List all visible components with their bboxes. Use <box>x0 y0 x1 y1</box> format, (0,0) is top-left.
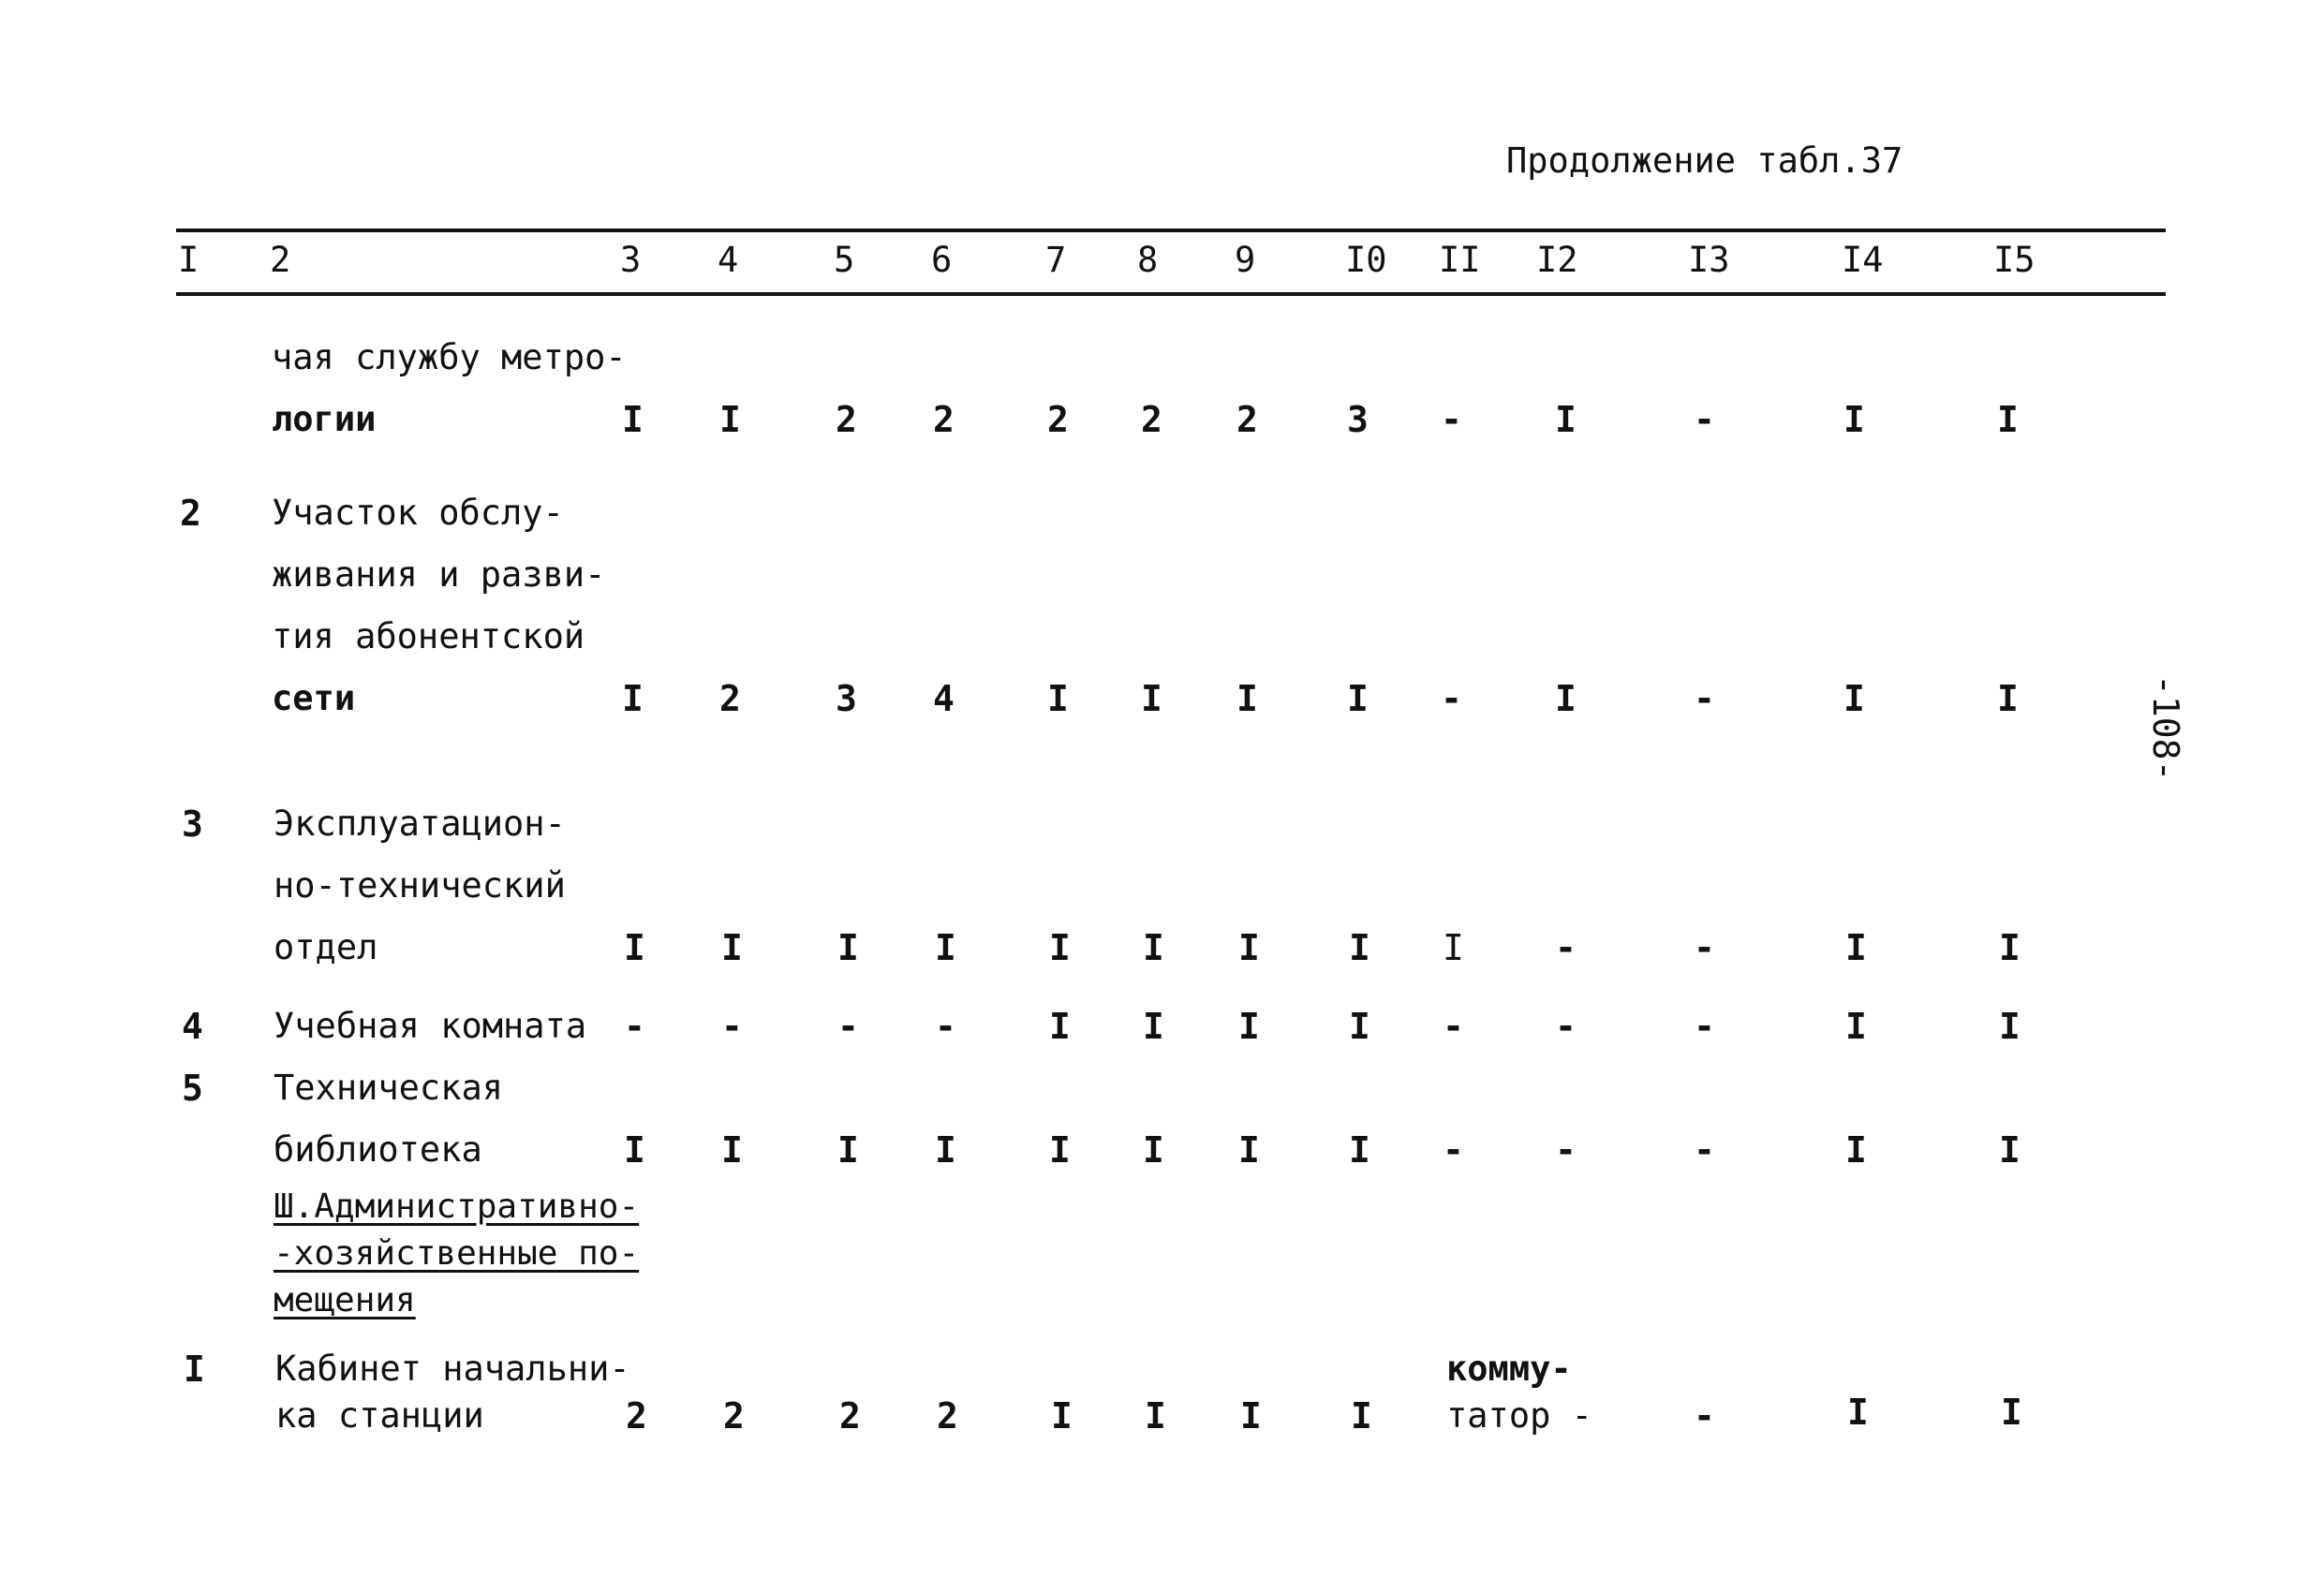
row3-col3: I <box>624 927 645 968</box>
row2-col15: I <box>1997 678 2019 719</box>
row1-col5: 2 <box>836 399 857 440</box>
row2-col3: I <box>622 678 644 719</box>
row6-col11-line1: комму- <box>1446 1349 1572 1389</box>
row6-name-line1: Кабинет начальни- <box>275 1349 630 1389</box>
row3-col12: - <box>1555 927 1576 968</box>
row4-col15: I <box>1999 1006 2021 1047</box>
row5-col8: I <box>1143 1129 1164 1171</box>
row5-col10: I <box>1349 1129 1370 1171</box>
row5-col12: - <box>1555 1129 1576 1171</box>
row6-col5: 2 <box>839 1395 861 1437</box>
col-header-3: 3 <box>620 240 642 280</box>
row5-col9: I <box>1238 1129 1260 1171</box>
row3-col4: I <box>721 927 743 968</box>
row4-col5: - <box>837 1006 859 1047</box>
row2-name-line1: Участок обслу- <box>272 493 564 533</box>
row6-col9: I <box>1240 1395 1262 1437</box>
row5-col15: I <box>1999 1129 2021 1171</box>
row1-col10: 3 <box>1347 399 1369 440</box>
row3-col7: I <box>1049 927 1071 968</box>
row4-col13: - <box>1694 1006 1715 1047</box>
row6-col11-line2: татор - <box>1446 1395 1592 1436</box>
col-header-2: 2 <box>270 240 291 280</box>
row1-col7: 2 <box>1047 399 1069 440</box>
row6-col15: I <box>2001 1392 2022 1433</box>
col-header-5: 5 <box>834 240 855 280</box>
table-caption: Продолжение табл.37 <box>1506 140 1903 181</box>
row5-number: 5 <box>182 1068 203 1109</box>
row6-col8: I <box>1145 1395 1166 1437</box>
row4-col7: I <box>1049 1006 1071 1047</box>
row4-col11: - <box>1443 1006 1464 1047</box>
section-heading-line3: мещения <box>274 1281 416 1319</box>
row1-col11: - <box>1441 399 1462 440</box>
section-heading-line2: -хозяйственные по- <box>274 1234 640 1273</box>
row5-name-line2: библиотека <box>274 1129 482 1170</box>
row3-col9: I <box>1238 927 1260 968</box>
row1-col6: 2 <box>933 399 955 440</box>
row4-col14: I <box>1845 1006 1867 1047</box>
row3-col13: - <box>1694 927 1715 968</box>
row6-col14: I <box>1847 1392 1869 1433</box>
row2-col13: - <box>1694 678 1715 719</box>
row3-name-line2: но-технический <box>274 865 566 906</box>
row2-number: 2 <box>180 493 201 534</box>
row6-name-line2: ка станции <box>275 1395 484 1436</box>
row2-name-line4: сети <box>272 678 356 718</box>
row2-col10: I <box>1347 678 1369 719</box>
row1-col13: - <box>1694 399 1715 440</box>
row3-col15: I <box>1999 927 2021 968</box>
row4-col10: I <box>1349 1006 1370 1047</box>
row4-col12: - <box>1555 1006 1576 1047</box>
row5-col7: I <box>1049 1129 1071 1171</box>
section-heading-line1: Ш.Административно- <box>274 1187 640 1226</box>
row2-col14: I <box>1843 678 1865 719</box>
row3-name-line3: отдел <box>274 927 378 967</box>
row3-col8: I <box>1143 927 1164 968</box>
row5-col6: I <box>935 1129 956 1171</box>
row4-col6: - <box>935 1006 956 1047</box>
col-header-12: I2 <box>1536 240 1578 280</box>
col-header-13: I3 <box>1688 240 1730 280</box>
row2-col8: I <box>1141 678 1162 719</box>
row1-col9: 2 <box>1236 399 1258 440</box>
row1-col4: I <box>719 399 741 440</box>
row5-col3: I <box>624 1129 645 1171</box>
row6-col6: 2 <box>937 1395 958 1437</box>
row6-col3: 2 <box>626 1395 647 1437</box>
row2-col7: I <box>1047 678 1069 719</box>
col-header-9: 9 <box>1235 240 1256 280</box>
row3-col11: I <box>1443 927 1464 968</box>
row3-col6: I <box>935 927 956 968</box>
row2-name-line3: тия абонентской <box>272 616 585 656</box>
row4-col8: I <box>1143 1006 1164 1047</box>
row3-number: 3 <box>182 803 203 845</box>
col-header-4: 4 <box>718 240 739 280</box>
row2-name-line2: живания и разви- <box>272 554 606 595</box>
row1-col14: I <box>1843 399 1865 440</box>
row4-col4: - <box>721 1006 743 1047</box>
row6-col10: I <box>1351 1395 1372 1437</box>
row4-number: 4 <box>182 1006 203 1047</box>
header-top-rule <box>176 228 2166 232</box>
row1-name-line1: чая службу метро- <box>272 337 627 377</box>
row6-col7: I <box>1051 1395 1073 1437</box>
row1-col12: I <box>1555 399 1576 440</box>
row5-col4: I <box>721 1129 743 1171</box>
row3-col5: I <box>837 927 859 968</box>
col-header-14: I4 <box>1842 240 1884 280</box>
row2-col9: I <box>1236 678 1258 719</box>
row2-col4: 2 <box>719 678 741 719</box>
col-header-6: 6 <box>931 240 953 280</box>
col-header-8: 8 <box>1137 240 1159 280</box>
row4-name-line1: Учебная комната <box>274 1006 587 1046</box>
row5-col11: - <box>1443 1129 1464 1171</box>
row2-col6: 4 <box>933 678 955 719</box>
row5-col14: I <box>1845 1129 1867 1171</box>
row6-number: I <box>184 1349 205 1390</box>
row3-col10: I <box>1349 927 1370 968</box>
col-header-15: I5 <box>1993 240 2035 280</box>
col-header-1: I <box>178 240 200 280</box>
row2-col12: I <box>1555 678 1576 719</box>
row1-col3: I <box>622 399 644 440</box>
row5-col13: - <box>1694 1129 1715 1171</box>
row1-col8: 2 <box>1141 399 1162 440</box>
row1-name-line2: логии <box>272 399 377 439</box>
row1-col15: I <box>1997 399 2019 440</box>
row4-col9: I <box>1238 1006 1260 1047</box>
row4-col3: - <box>624 1006 645 1047</box>
row2-col5: 3 <box>836 678 857 719</box>
header-bottom-rule <box>176 292 2166 296</box>
col-header-11: II <box>1439 240 1481 280</box>
row5-col5: I <box>837 1129 859 1171</box>
row2-col11: - <box>1441 678 1462 719</box>
row6-col4: 2 <box>723 1395 745 1437</box>
col-header-7: 7 <box>1045 240 1067 280</box>
col-header-10: I0 <box>1345 240 1387 280</box>
row3-name-line1: Эксплуатацион- <box>274 803 566 844</box>
row6-col13: - <box>1694 1395 1715 1437</box>
row5-name-line1: Техническая <box>274 1068 504 1108</box>
row3-col14: I <box>1845 927 1867 968</box>
page-number: -108- <box>2145 674 2186 782</box>
